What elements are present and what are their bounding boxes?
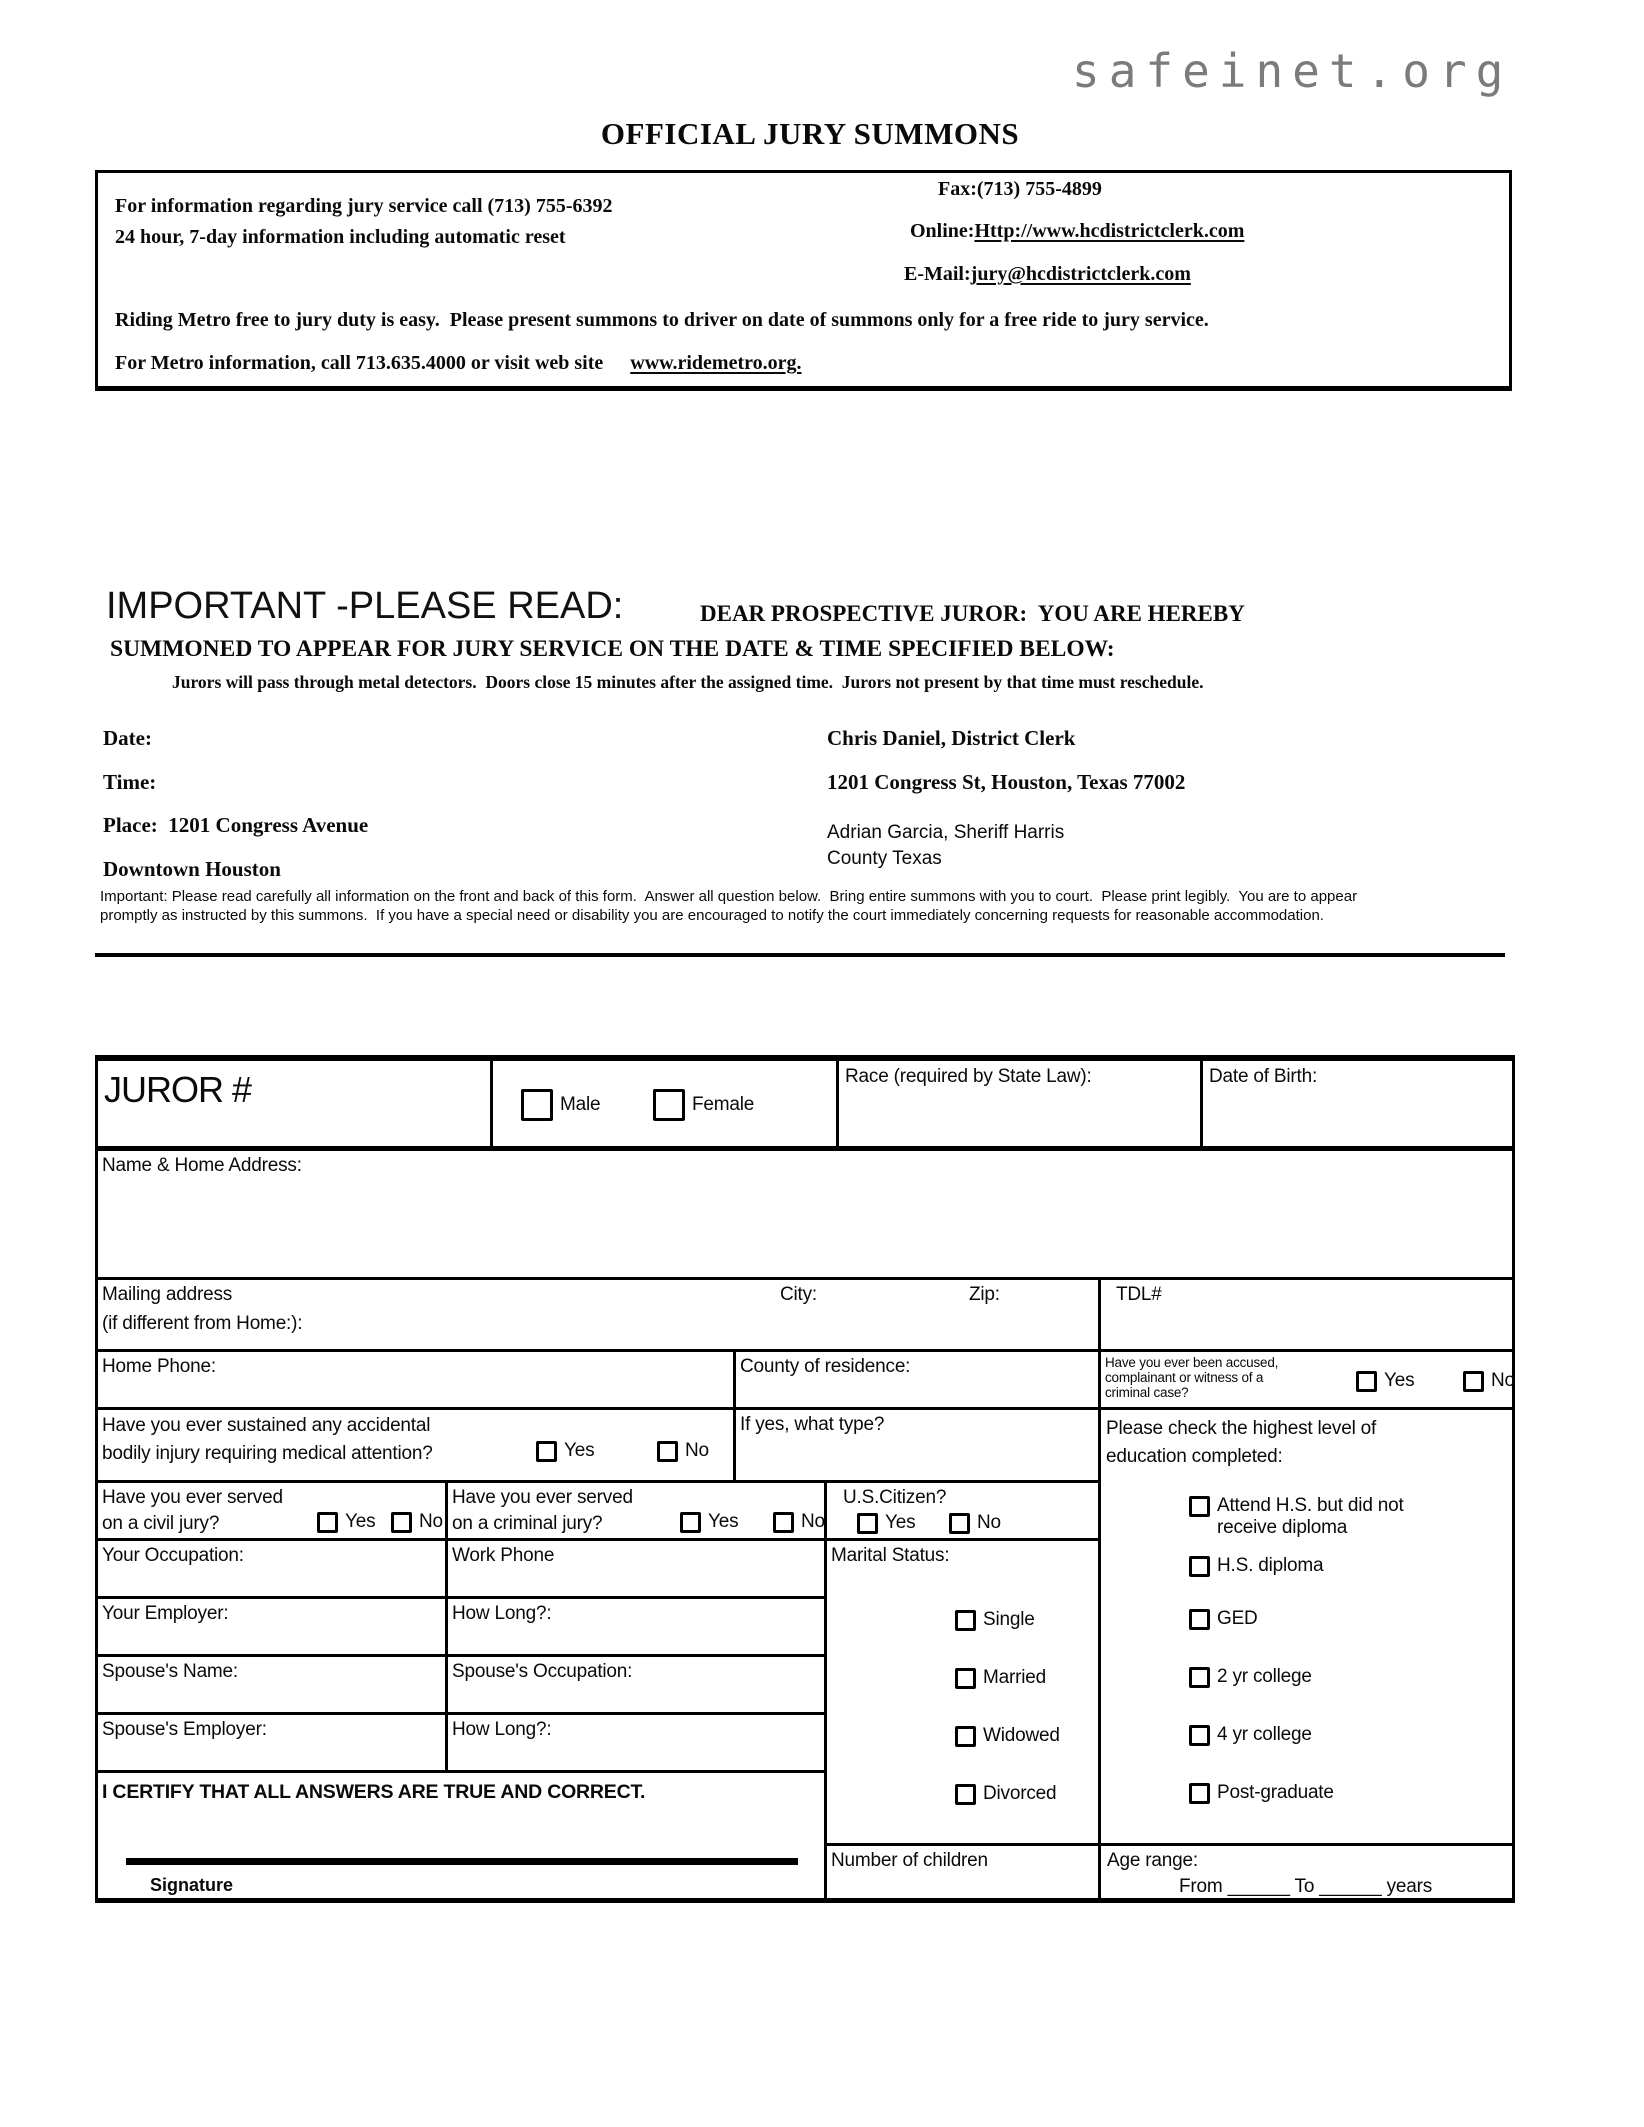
2yr-college-label: 2 yr college bbox=[1217, 1666, 1312, 1687]
attend-hs-label: Attend H.S. but did not receive diploma bbox=[1217, 1495, 1409, 1538]
spouse-how-long-label: How Long?: bbox=[452, 1719, 552, 1740]
jury-info-hours-line: 24 hour, 7-day information including automatic reset bbox=[115, 226, 566, 248]
marital-option-single bbox=[955, 1609, 1035, 1631]
accused-no-option bbox=[1463, 1370, 1515, 1392]
date-of-birth-label: Date of Birth: bbox=[1209, 1066, 1318, 1087]
accused-no-checkbox[interactable] bbox=[1463, 1371, 1484, 1392]
injury-yes-option bbox=[536, 1440, 594, 1462]
2yr-college-checkbox[interactable] bbox=[1189, 1667, 1210, 1688]
place-label: Place: 1201 Congress Avenue bbox=[103, 813, 369, 837]
accused-cell bbox=[1098, 1349, 1515, 1410]
mailing-address-label: Mailing address bbox=[102, 1284, 233, 1305]
metro-info-text: For Metro information, call 713.635.4000 or visit web site bbox=[115, 352, 604, 374]
jury-info-phone-line: For information regarding jury service call (713) 755-6392 bbox=[115, 195, 613, 217]
civil-jury-line2: on a civil jury? bbox=[102, 1513, 220, 1534]
mailing-address-label2: (if different from Home:): bbox=[102, 1313, 303, 1334]
date-label: Date: bbox=[103, 726, 152, 750]
metal-detector-note: Jurors will pass through metal detectors. Doors close 15 minutes after the assigned time. Jurors not present by that time must reschedule. bbox=[172, 672, 1204, 692]
fine-print-line1: Important: Please read carefully all information on the front and back of this form. Answer all question below. Bring entire summons with you to court. Please print legibly. You are to appear bbox=[100, 888, 1358, 905]
home-phone-cell[interactable] bbox=[95, 1349, 736, 1410]
marital-option-widowed bbox=[955, 1725, 1060, 1747]
marital-option-divorced bbox=[955, 1783, 1056, 1805]
civil-yes-checkbox[interactable] bbox=[317, 1512, 338, 1533]
name-home-address-label: Name & Home Address: bbox=[102, 1155, 302, 1176]
criminal-yes-label: Yes bbox=[708, 1511, 739, 1532]
spouse-name-cell[interactable] bbox=[95, 1654, 448, 1715]
divorced-checkbox[interactable] bbox=[955, 1784, 976, 1805]
4yr-college-label: 4 yr college bbox=[1217, 1724, 1312, 1745]
contact-info-box bbox=[95, 170, 1512, 391]
time-label: Time: bbox=[103, 770, 157, 794]
attend-hs-checkbox[interactable] bbox=[1189, 1496, 1210, 1517]
education-cell bbox=[1098, 1407, 1515, 1846]
education-header-line1: Please check the highest level of bbox=[1106, 1418, 1377, 1439]
important-heading: IMPORTANT -PLEASE READ: bbox=[106, 585, 624, 627]
spouse-employer-cell[interactable] bbox=[95, 1712, 448, 1773]
post-graduate-label: Post-graduate bbox=[1217, 1782, 1334, 1803]
county-residence-label: County of residence: bbox=[740, 1356, 911, 1377]
education-option-2yr-college bbox=[1189, 1666, 1312, 1688]
civil-no-option bbox=[391, 1511, 443, 1533]
tdl-label: TDL# bbox=[1116, 1284, 1162, 1305]
race-label: Race (required by State Law): bbox=[845, 1066, 1092, 1087]
civil-yes-label: Yes bbox=[345, 1511, 376, 1532]
criminal-jury-line2: on a criminal jury? bbox=[452, 1513, 603, 1534]
injury-no-label: No bbox=[685, 1440, 709, 1461]
hs-diploma-label: H.S. diploma bbox=[1217, 1555, 1324, 1576]
zip-label: Zip: bbox=[969, 1284, 1000, 1305]
accused-yes-label: Yes bbox=[1384, 1370, 1415, 1391]
accused-yes-option bbox=[1356, 1370, 1414, 1392]
male-checkbox[interactable] bbox=[521, 1089, 553, 1121]
single-checkbox[interactable] bbox=[955, 1610, 976, 1631]
age-range-cell[interactable] bbox=[1098, 1843, 1515, 1903]
criminal-no-option bbox=[773, 1511, 825, 1533]
citizen-yes-checkbox[interactable] bbox=[857, 1513, 878, 1534]
occupation-label: Your Occupation: bbox=[102, 1545, 244, 1566]
us-citizen-cell bbox=[824, 1480, 1101, 1541]
work-phone-cell[interactable] bbox=[445, 1538, 827, 1599]
civil-jury-line1: Have you ever served bbox=[102, 1487, 283, 1508]
metro-info-line bbox=[115, 352, 802, 375]
district-clerk-address: 1201 Congress St, Houston, Texas 77002 bbox=[827, 770, 1186, 794]
injury-question-line1: Have you ever sustained any accidental bbox=[102, 1415, 431, 1436]
certify-statement: I CERTIFY THAT ALL ANSWERS ARE TRUE AND CORRECT. bbox=[102, 1781, 646, 1803]
occupation-cell[interactable] bbox=[95, 1538, 448, 1599]
injury-yes-checkbox[interactable] bbox=[536, 1441, 557, 1462]
hs-diploma-checkbox[interactable] bbox=[1189, 1556, 1210, 1577]
juror-number-cell[interactable] bbox=[95, 1058, 493, 1151]
home-phone-label: Home Phone: bbox=[102, 1356, 216, 1377]
injury-cell bbox=[95, 1407, 736, 1483]
male-label: Male bbox=[560, 1093, 601, 1115]
signature-label: Signature bbox=[150, 1875, 234, 1895]
female-checkbox[interactable] bbox=[653, 1089, 685, 1121]
criminal-yes-checkbox[interactable] bbox=[680, 1512, 701, 1533]
county-residence-cell[interactable] bbox=[733, 1349, 1101, 1410]
accused-no-label: No bbox=[1491, 1370, 1515, 1391]
instructions-fine-print bbox=[100, 887, 1495, 925]
email-line bbox=[904, 263, 1191, 286]
juror-number-label: JUROR # bbox=[104, 1069, 252, 1110]
us-citizen-label: U.S.Citizen? bbox=[843, 1487, 947, 1508]
civil-jury-cell bbox=[95, 1480, 448, 1541]
citizen-no-option bbox=[949, 1512, 1001, 1534]
signature-line[interactable] bbox=[126, 1858, 798, 1865]
table-bottom-border bbox=[95, 1898, 1515, 1903]
fax-line: Fax:(713) 755-4899 bbox=[938, 178, 1102, 200]
how-long-label: How Long?: bbox=[452, 1603, 552, 1624]
sheriff-line1: Adrian Garcia, Sheriff Harris bbox=[827, 822, 1065, 843]
number-of-children-label: Number of children bbox=[831, 1850, 988, 1871]
work-phone-label: Work Phone bbox=[452, 1545, 555, 1566]
injury-type-label: If yes, what type? bbox=[740, 1414, 885, 1435]
employer-label: Your Employer: bbox=[102, 1603, 229, 1624]
female-option bbox=[653, 1088, 754, 1121]
education-header-line2: education completed: bbox=[1106, 1446, 1283, 1467]
spouse-employer-label: Spouse's Employer: bbox=[102, 1719, 267, 1740]
online-url-link[interactable]: Http://www.hcdistrictclerk.com bbox=[974, 220, 1245, 242]
education-option-ged bbox=[1189, 1608, 1258, 1630]
date-of-birth-cell[interactable] bbox=[1200, 1058, 1515, 1151]
page-title: OFFICIAL JURY SUMMONS bbox=[600, 116, 1020, 151]
post-graduate-checkbox[interactable] bbox=[1189, 1783, 1210, 1804]
district-clerk-name: Chris Daniel, District Clerk bbox=[827, 726, 1076, 750]
education-option-hs-diploma bbox=[1189, 1555, 1323, 1577]
employer-cell[interactable] bbox=[95, 1596, 448, 1657]
email-url-link[interactable]: jury@hcdistrictclerk.com bbox=[970, 263, 1191, 285]
metro-url-link[interactable]: www.ridemetro.org. bbox=[630, 352, 802, 374]
online-line bbox=[910, 220, 1244, 243]
sex-cell bbox=[490, 1058, 839, 1151]
race-cell[interactable] bbox=[836, 1058, 1203, 1151]
civil-no-label: No bbox=[419, 1511, 443, 1532]
certify-signature-cell bbox=[95, 1770, 827, 1903]
criminal-no-label: No bbox=[801, 1511, 825, 1532]
criminal-jury-cell bbox=[445, 1480, 827, 1541]
summoned-line: SUMMONED TO APPEAR FOR JURY SERVICE ON THE DATE & TIME SPECIFIED BELOW: bbox=[110, 636, 1115, 662]
civil-yes-option bbox=[317, 1511, 375, 1533]
injury-no-checkbox[interactable] bbox=[657, 1441, 678, 1462]
name-home-address-cell[interactable] bbox=[95, 1148, 1515, 1280]
spouse-name-label: Spouse's Name: bbox=[102, 1661, 239, 1682]
citizen-yes-label: Yes bbox=[885, 1512, 916, 1533]
watermark: safeinet.org bbox=[1072, 44, 1513, 98]
section-divider bbox=[95, 953, 1505, 957]
city-label: City: bbox=[780, 1284, 818, 1305]
online-label: Online: bbox=[910, 220, 975, 242]
fine-print-line2: promptly as instructed by this summons. If you have a special need or disability you are encouraged to notify the court immediately concerning requests for reasonable accommodation. bbox=[100, 907, 1324, 924]
education-option-attend-hs bbox=[1189, 1495, 1427, 1539]
marital-status-cell bbox=[824, 1538, 1101, 1846]
single-label: Single bbox=[983, 1609, 1035, 1630]
spouse-occupation-label: Spouse's Occupation: bbox=[452, 1661, 633, 1682]
dear-juror-line: DEAR PROSPECTIVE JUROR: YOU ARE HEREBY bbox=[700, 601, 1245, 626]
ged-label: GED bbox=[1217, 1608, 1258, 1629]
ged-checkbox[interactable] bbox=[1189, 1609, 1210, 1630]
female-label: Female bbox=[692, 1093, 755, 1115]
civil-no-checkbox[interactable] bbox=[391, 1512, 412, 1533]
married-checkbox[interactable] bbox=[955, 1668, 976, 1689]
age-range-label: Age range: bbox=[1107, 1850, 1198, 1871]
mailing-address-cell[interactable] bbox=[95, 1277, 1101, 1352]
marital-status-label: Marital Status: bbox=[831, 1545, 950, 1566]
spouse-occupation-cell[interactable] bbox=[445, 1654, 827, 1715]
accused-yes-checkbox[interactable] bbox=[1356, 1371, 1377, 1392]
injury-type-cell[interactable] bbox=[733, 1407, 1101, 1483]
place-line2: Downtown Houston bbox=[103, 857, 281, 881]
injury-no-option bbox=[657, 1440, 709, 1462]
marital-option-married bbox=[955, 1667, 1046, 1689]
sheriff-line2: County Texas bbox=[827, 848, 942, 869]
education-option-post-graduate bbox=[1189, 1782, 1334, 1804]
spouse-how-long-cell[interactable] bbox=[445, 1712, 827, 1773]
criminal-no-checkbox[interactable] bbox=[773, 1512, 794, 1533]
widowed-checkbox[interactable] bbox=[955, 1726, 976, 1747]
age-range-blanks: From ______ To ______ years bbox=[1179, 1876, 1433, 1897]
metro-ride-line: Riding Metro free to jury duty is easy. Please present summons to driver on date of summons only for a free ride to jury service. bbox=[115, 309, 1209, 331]
email-label: E-Mail: bbox=[904, 263, 971, 285]
divorced-label: Divorced bbox=[983, 1783, 1057, 1804]
injury-question-line2: bodily injury requiring medical attention? bbox=[102, 1443, 433, 1464]
number-of-children-cell[interactable] bbox=[824, 1843, 1101, 1903]
how-long-cell[interactable] bbox=[445, 1596, 827, 1657]
citizen-no-label: No bbox=[977, 1512, 1001, 1533]
male-option bbox=[521, 1088, 600, 1121]
accused-question: Have you ever been accused, complainant or witness of a criminal case? bbox=[1105, 1355, 1282, 1400]
criminal-yes-option bbox=[680, 1511, 738, 1533]
education-option-4yr-college bbox=[1189, 1724, 1312, 1746]
widowed-label: Widowed bbox=[983, 1725, 1060, 1746]
4yr-college-checkbox[interactable] bbox=[1189, 1725, 1210, 1746]
tdl-cell[interactable] bbox=[1098, 1277, 1515, 1352]
citizen-yes-option bbox=[857, 1512, 915, 1534]
married-label: Married bbox=[983, 1667, 1047, 1688]
injury-yes-label: Yes bbox=[564, 1440, 595, 1461]
criminal-jury-line1: Have you ever served bbox=[452, 1487, 633, 1508]
citizen-no-checkbox[interactable] bbox=[949, 1513, 970, 1534]
